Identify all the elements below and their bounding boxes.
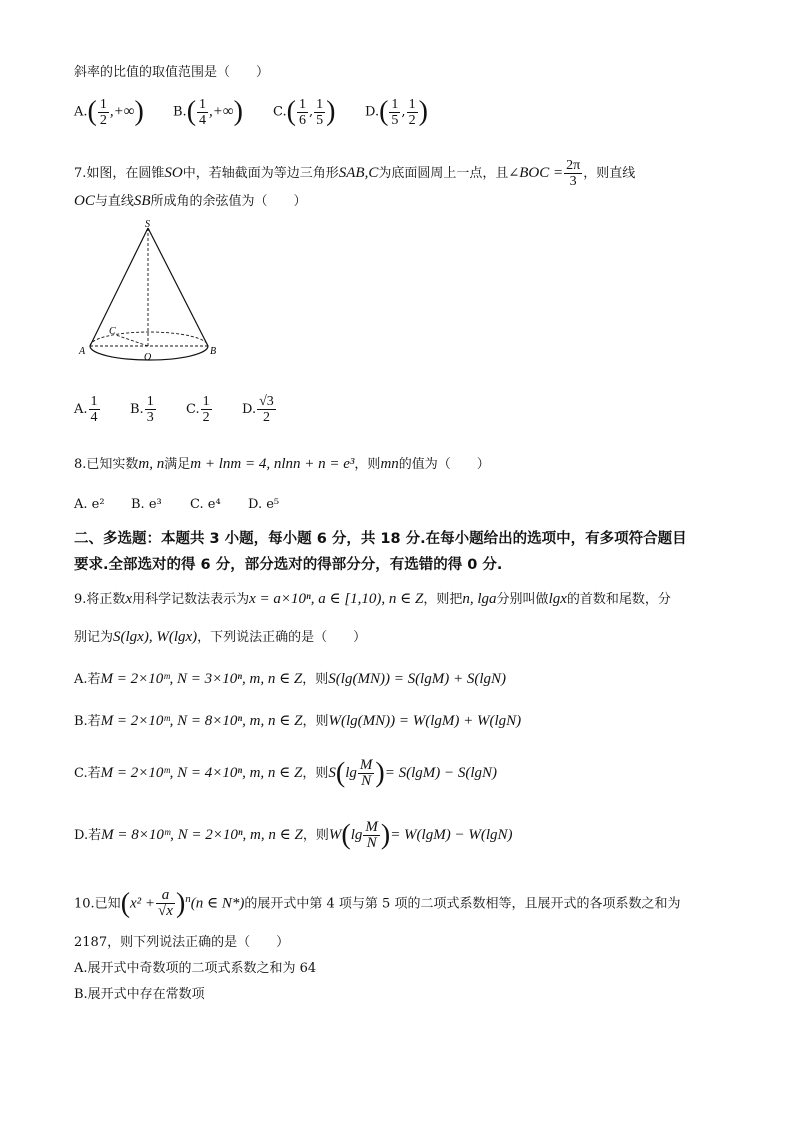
q6-option-b: B.( $\frac{1}{4}$ ,+∞) bbox=[173, 96, 243, 128]
segment-oc bbox=[116, 335, 148, 346]
q10-stem-line1: 10.已知(x² + $\frac{a}{√x}$ )$^n$(n ∈ N*)的展开式中第 4 项与第 5 项的二项式系数相等，且展开式的各项系数之和为 bbox=[74, 887, 681, 920]
cone-edge-sa bbox=[90, 228, 148, 346]
q8-option-b: B. e³ bbox=[131, 497, 162, 512]
cone-edge-sb bbox=[148, 228, 208, 346]
label-c: C bbox=[109, 326, 116, 337]
base-back-arc bbox=[90, 332, 208, 346]
label-s: S bbox=[145, 219, 150, 230]
section-2-heading-cont: 要求.全部选对的得 6 分，部分选对的得部分分，有选错的得 0 分. bbox=[74, 557, 503, 573]
label-o: O bbox=[144, 352, 152, 363]
q8-stem: 8.已知实数m, n满足m + lnm = 4, nlnn + n = e³，则mn的值为（ ） bbox=[74, 456, 490, 472]
section-2-heading: 二、多选题：本题共 3 小题，每小题 6 分，共 18 分.在每小题给出的选项中，有多项符合题目 bbox=[74, 531, 687, 547]
q7-option-b: B. $\frac{1}{3}$ bbox=[130, 394, 154, 425]
q9-option-a: A.若M = 2×10ᵐ, N = 3×10ⁿ, m, n ∈ Z，则S(lg(MN)) = S(lgM) + S(lgN) bbox=[74, 671, 507, 687]
q8-option-c: C. e⁴ bbox=[190, 497, 221, 512]
q10-option-a: A.展开式中奇数项的二项式系数之和为 64 bbox=[74, 961, 317, 976]
q7-stem-line2: OC与直线SB所成角的余弦值为（ ） bbox=[74, 193, 307, 209]
q7-option-a: A. $\frac{1}{4}$ bbox=[74, 394, 98, 425]
q8-option-a: A. e² bbox=[74, 497, 105, 512]
q9-option-d: D.若M = 8×10ᵐ, N = 2×10ⁿ, m, n ∈ Z，则W(lg $\frac{M}{N}$ )= W(lgM) − W(lgN) bbox=[74, 819, 513, 851]
cone-figure bbox=[76, 218, 226, 366]
q9-option-b: B.若M = 2×10ᵐ, N = 8×10ⁿ, m, n ∈ Z，则W(lg(MN)) = W(lgM) + W(lgN) bbox=[74, 713, 522, 729]
q7-option-c: C. $\frac{1}{2}$ bbox=[186, 394, 210, 425]
q7-stem-line1: 7.如图，在圆锥SO中，若轴截面为等边三角形SAB,C为底面圆周上一点，且∠BOC = $\frac{2\pi}{3}$ ，则直线 bbox=[74, 158, 636, 189]
q10-stem-line2: 2187，则下列说法正确的是（ ） bbox=[74, 935, 290, 950]
q6-option-d: D.( $\frac{1}{5}$ , $\frac{1}{2}$ ) bbox=[365, 96, 428, 128]
q6-stem-tail: 斜率的比值的取值范围是（ ） bbox=[74, 65, 270, 80]
q9-stem-line1: 9.将正数x用科学记数法表示为x = a×10ⁿ, a ∈ [1,10), n ∈ Z，则把n, lga分别叫做lgx的首数和尾数，分 bbox=[74, 591, 671, 607]
q6-option-c: C.( $\frac{1}{6}$ , $\frac{1}{5}$ ) bbox=[273, 96, 336, 128]
label-b: B bbox=[210, 346, 217, 357]
q9-option-c: C.若M = 2×10ᵐ, N = 4×10ⁿ, m, n ∈ Z，则S(lg $\frac{M}{N}$ )= S(lgM) − S(lgN) bbox=[74, 757, 498, 789]
label-a: A bbox=[79, 346, 86, 357]
q6-option-a: A.( $\frac{1}{2}$ ,+∞) bbox=[74, 96, 144, 128]
q8-option-d: D. e⁵ bbox=[248, 497, 280, 512]
q9-stem-line2: 别记为S(lgx), W(lgx)，下列说法正确的是（ ） bbox=[74, 629, 367, 645]
q10-option-b: B.展开式中存在常数项 bbox=[74, 987, 205, 1002]
q7-option-d: D. $\frac{√3}{2}$ bbox=[242, 394, 274, 425]
